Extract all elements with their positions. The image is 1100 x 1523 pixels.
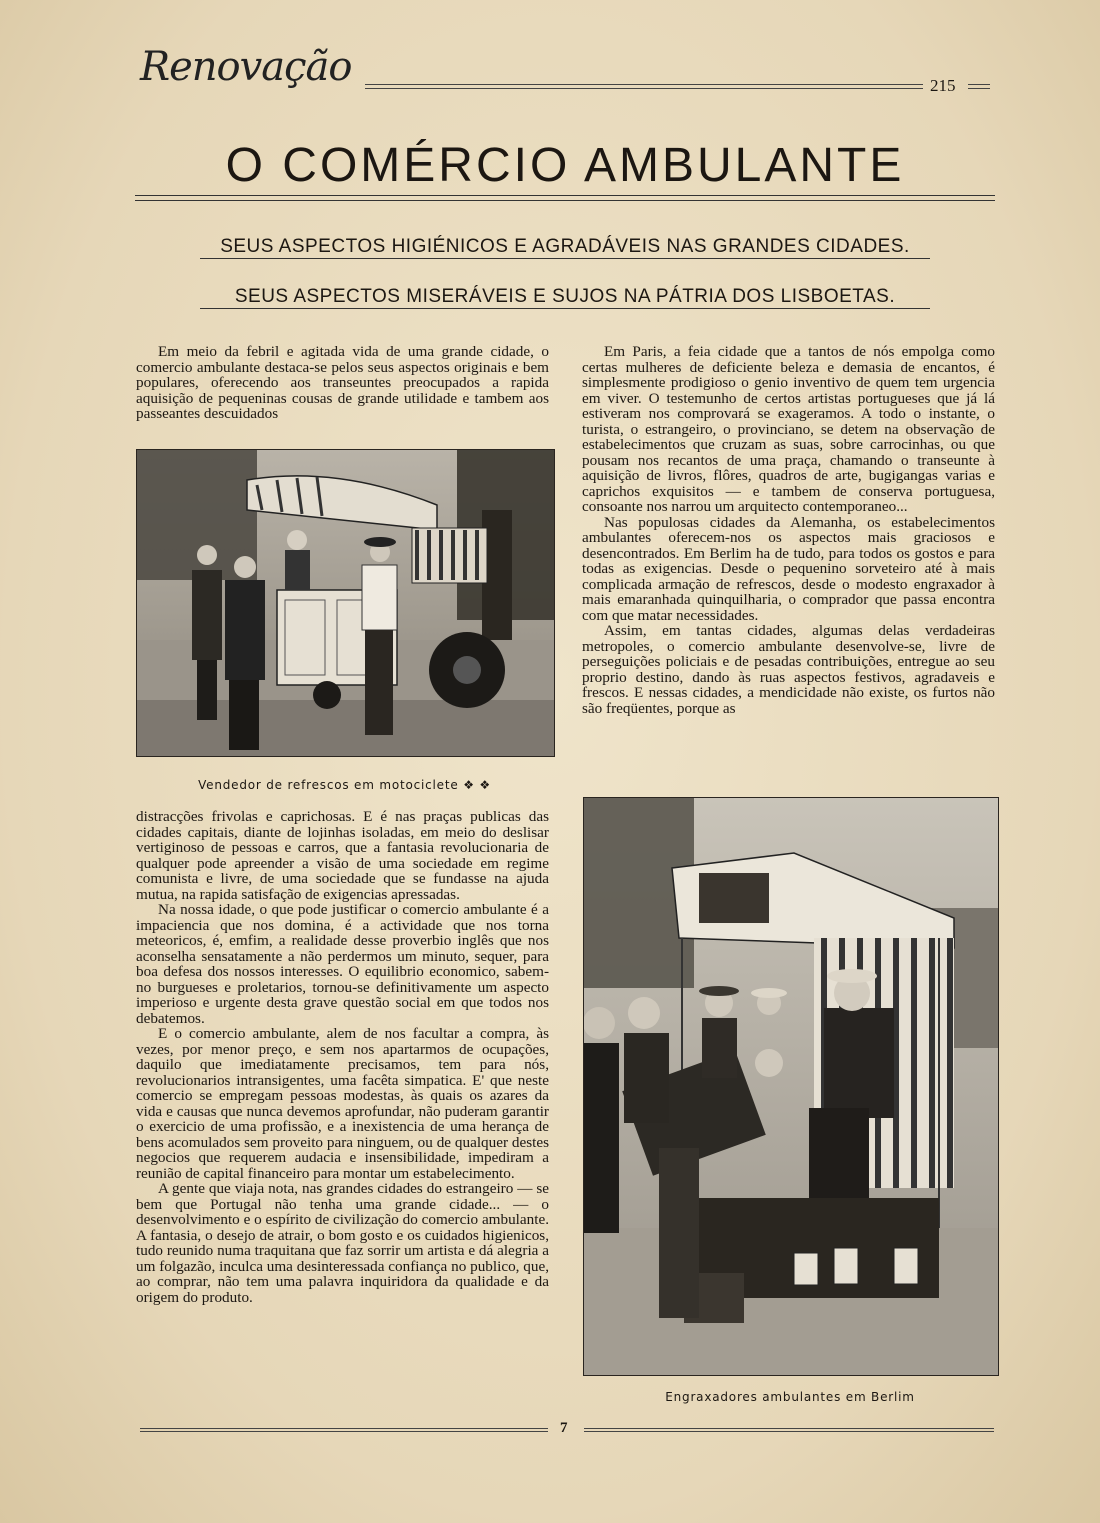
paragraph: E o comercio ambulante, alem de nos facultar a compra, às vezes, por menor preço, e sem nos apartarmos de ocupações, daquilo que imediatamente precisamos, tem para nós, revolucionarios intransigentes, uma facêta simpatica. E' que neste comercio se empregam pessoas modestas, às quais os azares da vida e causas que nunca devemos aprofundar, não puderam garantir o exercicio de uma profissão, e a inexistencia de uma herança de bens acomulados sem proveito para ninguem, ou de qualquer destes negocios que requerem audacia e insensibilidade, impediram a reunião de capital financeiro para montar um estabelecimento.: [136, 1025, 549, 1182]
photo-refreshment-vendor: [136, 449, 555, 757]
subtitle-1: SEUS ASPECTOS HIGIÉNICOS E AGRADÁVEIS NAS GRANDES CIDADES.: [220, 236, 910, 257]
subtitle-2: SEUS ASPECTOS MISERÁVEIS E SUJOS NA PÁTRIA DOS LISBOETAS.: [234, 286, 896, 307]
paragraph: Na nossa idade, o que pode justificar o comercio ambulante é a impaciencia que nos domina, é a actividade que nos torna meteoricos, é, emfim, a realidade desse proverbio inglês que nos aconselha sensatamente a não perdermos um minuto, sequer, para boa defesa dos nossos interesses. O equilibrio economico, sabem-no burgueses e proletarios, tornou-se definitivamente um aspecto imperioso e urgente desta grave questão social em que todos nos debatemos.: [136, 901, 549, 1027]
right-column: [582, 344, 995, 716]
page-number-bottom: 7: [560, 1420, 568, 1436]
subtitle-1-underline: [200, 258, 930, 259]
photo-shoeshiners: [583, 797, 999, 1376]
title-rule-bottom: [135, 200, 995, 201]
paragraph: distracções frivolas e caprichosas. E é nas praças publicas das cidades capitais, diante de lojinhas isoladas, em meio do deslisar vertiginoso de pessoas e carros, que a fantasia revolucionaria de qualquer pode apreender a visão de uma sociedade em regime comunista e livre, de uma sociedade que se fundasse na ajuda mutua, na rapida satisfação de exigencias apressadas.: [136, 808, 549, 903]
photo-caption-2: Engraxadores ambulantes em Berlim: [665, 1390, 915, 1404]
photo-caption-1: Vendedor de refrescos em motociclete ❖ ❖: [198, 778, 491, 792]
left-column-bottom: [136, 809, 549, 1305]
photo-refreshment-vendor-image: [137, 450, 554, 756]
header-rule-end: [968, 84, 990, 89]
page-number-top: 215: [930, 76, 956, 95]
paragraph: A gente que viaja nota, nas grandes cidades do estrangeiro — se bem que Portugal não tenha uma grande cidade... — o desenvolvimento e o espírito de civilização do comercio ambulante. A fantasia, o desejo de atrair, o bom gosto e os cuidados higienicos, tudo reunido numa traquitana que faz sorrir um artista e dá alegria a um folgazão, inculca uma desinteressada confiança no publico, que, ao comprar, não tem uma palavra inquiridora da qualidade e da origem do produto.: [136, 1180, 549, 1306]
subtitle-2-underline: [200, 308, 930, 309]
title-rule-top: [135, 195, 995, 196]
paragraph: Em Paris, a feia cidade que a tantos de nós empolga como certas mulheres de deficiente beleza e demasia de encantos, é simplesmente prodigioso o genio inventivo de quem tem urgencia em viver. O testemunho de certos artistas portugueses que já lá estiveram nos comprovará se exageramos. A todo o instante, o turista, o estrangeiro, o provinciano, se detem na observação de estabelecimentos que cruzam as suas, sobre carrocinhas, ou que pousam nos recantos de uma praça, chamando o transeunte à aquisição de livros, flôres, quadros de arte, bugigangas varias e caprichos exquisitos — e tambem de conserva portuguesa, consoante nos narrou um arquitecto contemporaneo...: [582, 343, 995, 515]
left-column-top: [136, 344, 549, 422]
photo-shoeshiners-image: [584, 798, 998, 1375]
paragraph: Assim, em tantas cidades, algumas delas verdadeiras metropoles, o comercio ambulante desenvolve-se, livre de perseguições policiais e de pesadas contribuições, entregue ao seu proprio destino, dando às ruas aspectos festivos, agradaveis e frescos. E nessas cidades, a mendicidade não existe, os furtos não são freqüentes, porque as: [582, 622, 995, 717]
paragraph: Nas populosas cidades da Alemanha, os estabelecimentos ambulantes oferecem-nos os aspectos mais graciosos e desencontrados. Em Berlim ha de tudo, para todos os gostos e para todas as exigencias. Desde o pequenino sorveteiro até à mais complicada armação de refrescos, desde o modesto engraxador à mais emaranhada quinquilharia, o comprador que passa encontra com que matar necessidades.: [582, 513, 995, 624]
masthead-logo: Renovação: [140, 44, 352, 90]
footer-rule-left: [140, 1428, 548, 1432]
paragraph: Em meio da febril e agitada vida de uma grande cidade, o comercio ambulante destaca-se pelos seus aspectos originais e bem populares, oferecendo aos transeuntes preocupados a rapida aquisição de pequeninas cousas de grande utilidade e tambem aos passeantes descuidados: [136, 343, 549, 422]
header-rule: [365, 84, 923, 89]
ornament-icon: ❖ ❖: [463, 778, 491, 792]
article-title: O COMÉRCIO AMBULANTE: [225, 139, 905, 192]
footer-rule-right: [584, 1428, 994, 1432]
